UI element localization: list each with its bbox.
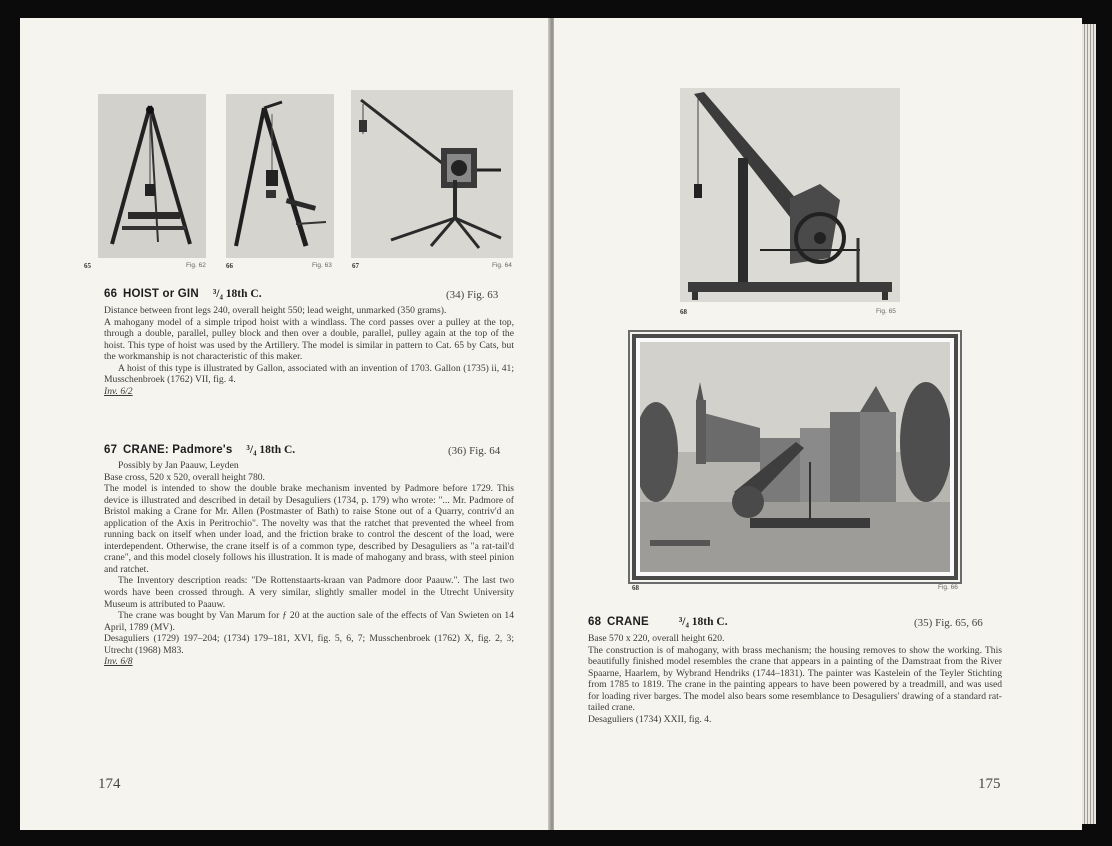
figure-ref: Fig. 65 [876, 308, 896, 315]
figure-ref: Fig. 63 [312, 262, 332, 269]
framed-painting [632, 334, 958, 580]
inventory-number: Inv. 6/8 [104, 656, 133, 668]
measurements: Distance between front legs 240, overall height 550; lead weight, unmarked (350 grams). [104, 305, 447, 316]
description: The model is intended to show the double brake mechanism invented by Padmore before 1729. This device is illustrated and described in detail by Desaguliers (1734, p. 179) who wrote: "... Mr. Padmore of Bristol making a Crane for Mr. Allen (Postmaster of Bath) to raise Stone out of a Quarry, contriv'd an application of the Axis in Peritrochio". The novelty was that the ratchet that prevented the wheel from running back on itself when under load, and the friction brake to control the descent of the load, were interdependent. Otherwise, the crane itself is of a common type, described by Desaguliers as "a rat-tail'd crane", and this model closely follows his illustration. It is made of mahogany and brass, with steel pinion and ratchet. [104, 483, 514, 575]
photo-tripod-hoist [98, 94, 206, 258]
entry-dates: ³/₄ 18th C. [246, 444, 296, 456]
measurements: Base 570 x 220, overall height 620. [588, 633, 725, 644]
inventory-number: Inv. 6/2 [104, 385, 133, 397]
description: The construction is of mahogany, with brass mechanism; the housing removes to show the working. This beautifully finished model resembles the crane that appears in a painting of the Damstraat from the River Spaarne, Haarlem, by Wybrand Hendriks (1744–1831). The painter was Kastelein of the Teyler Stichting from 1785 to 1819. The crane in the painting appears to have been powered by a treadmill, and was used for loading river barges. The model also bears some resemblance to Desaguliers' drawing of a standard rat-tailed crane. [588, 644, 1002, 714]
references: A hoist of this type is illustrated by Gallon, associated with an invention of 1703. Gallon (1735) ii, 41; Musschenbroek (1762) VII, fig. 4. [104, 362, 514, 386]
page-number: 175 [978, 776, 1001, 792]
crane-model-illustration [680, 88, 900, 302]
entry-title: CRANE: Padmore's [122, 444, 233, 456]
entry-dates: ³/₄ 18th C. [678, 616, 728, 628]
attribution: Possibly by Jan Paauw, Leyden [118, 460, 239, 471]
figure-ref: Fig. 64 [492, 262, 512, 269]
photo-crane-model [680, 88, 900, 302]
leaning-hoist-illustration [226, 94, 334, 258]
entry-number: 68 [588, 616, 602, 628]
figure-number: 66 [226, 262, 233, 270]
entry-dates: ³/₄ 18th C. [212, 288, 262, 300]
entry-67-body [104, 460, 514, 668]
figure-ref: Fig. 62 [186, 262, 206, 269]
page-edges [1082, 24, 1096, 824]
entry-66-body [104, 305, 514, 397]
inventory-note: The Inventory description reads: "De Rottenstaarts-kraan van Padmore door Paauw.". The last two words have been crossed through. A very similar, slightly smaller model in the Utrecht University Museum is attributed to Paauw. [104, 575, 514, 610]
painting-haarlem-damstraat [640, 342, 950, 572]
painting-illustration [640, 342, 950, 572]
catalogue-ref: (35) Fig. 65, 66 [914, 617, 983, 629]
references: Desaguliers (1729) 197–204; (1734) 179–181, XVI, fig. 5, 6, 7; Musschenbroek (1762) X, fig. 2, 3; Utrecht (1968) M83. [104, 633, 514, 656]
catalogue-ref: (34) Fig. 63 [446, 289, 499, 301]
entry-number: 67 [104, 444, 118, 456]
entry-66-heading [104, 288, 262, 300]
description: A mahogany model of a simple tripod hoist with a windlass. The cord passes over a pulley at the top, through a double, parallel, pulley block and then over a double, parallel, pulley again at the top of the hoist. This type of hoist was used by the Artillery. The model is similar in pattern to Cat. 65 by Cats, but the workmanship is not characteristic of this maker. [104, 316, 514, 363]
figure-number: 67 [352, 262, 359, 270]
entry-title: HOIST or GIN [122, 288, 199, 300]
figure-number: 68 [680, 308, 687, 316]
figure-number: 65 [84, 262, 91, 270]
page-number: 174 [98, 776, 121, 792]
photo-padmore-crane [351, 90, 513, 258]
references: Desaguliers (1734) XXII, fig. 4. [588, 713, 712, 725]
photo-leaning-hoist [226, 94, 334, 258]
right-page [554, 18, 1082, 830]
entry-68-body [588, 633, 1002, 725]
measurements: Base cross, 520 x 520, overall height 780. [104, 471, 265, 483]
entry-title: CRANE [606, 616, 649, 628]
catalogue-ref: (36) Fig. 64 [448, 445, 501, 457]
entry-67-heading [104, 444, 295, 456]
tripod-hoist-illustration [98, 94, 206, 258]
figure-number: 68 [632, 584, 639, 592]
padmore-crane-illustration [351, 90, 513, 258]
provenance: The crane was bought by Van Marum for ƒ 20 at the auction sale of the effects of Van Swieten on 14 April, 1789 (MV). [104, 610, 514, 633]
entry-68-heading [588, 616, 728, 628]
entry-number: 66 [104, 288, 118, 300]
left-page [20, 18, 550, 830]
figure-ref: Fig. 66 [938, 584, 958, 591]
